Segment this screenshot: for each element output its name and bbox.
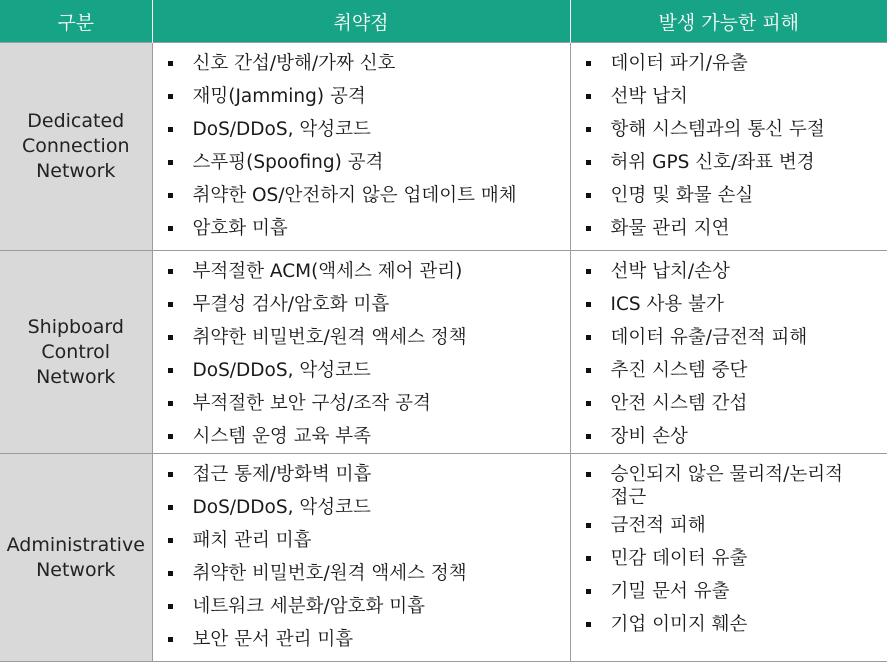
- vulnerability-item-text: 부적절한 ACM(액세스 제어 관리): [193, 261, 463, 282]
- vulnerability-item-text: DoS/DDoS, 악성코드: [193, 360, 371, 381]
- vulnerability-item: [153, 623, 570, 656]
- bullet-icon: [168, 505, 173, 510]
- vulnerability-item-text: 신호 간섭/방해/가짜 신호: [193, 53, 396, 74]
- network-category-cell: [0, 454, 152, 662]
- damage-item-text: 인명 및 화물 손실: [611, 185, 754, 206]
- bullet-icon: [168, 604, 173, 609]
- bullet-icon: [168, 302, 173, 307]
- vulnerability-cell: [152, 454, 570, 662]
- bullet-icon: [586, 193, 591, 198]
- vulnerability-list: [153, 454, 570, 656]
- bullet-icon: [168, 61, 173, 66]
- vulnerability-item: [153, 80, 570, 113]
- vulnerability-item: [153, 113, 570, 146]
- damage-item-text: 장비 손상: [611, 426, 688, 447]
- bullet-icon: [586, 61, 591, 66]
- damage-item-text: 기업 이미지 훼손: [611, 614, 748, 635]
- damage-item: [571, 80, 887, 113]
- damage-item: [571, 354, 887, 387]
- bullet-icon: [586, 94, 591, 99]
- damage-item-text: 금전적 피해: [611, 515, 706, 536]
- damage-item-text: ICS 사용 불가: [611, 294, 724, 315]
- damage-item: [571, 255, 887, 288]
- bullet-icon: [586, 556, 591, 561]
- vulnerability-item-text: 보안 문서 관리 미흡: [193, 629, 354, 650]
- table-row: [0, 43, 887, 251]
- damage-item-text: 선박 납치/손상: [611, 261, 730, 282]
- damage-item-text: 선박 납치: [611, 86, 688, 107]
- damage-item: [571, 113, 887, 146]
- damage-item: [571, 288, 887, 321]
- bullet-icon: [168, 368, 173, 373]
- bullet-icon: [586, 335, 591, 340]
- vulnerability-item: [153, 354, 570, 387]
- damage-item: [571, 420, 887, 453]
- bullet-icon: [586, 622, 591, 627]
- damage-item: [571, 542, 887, 575]
- bullet-icon: [586, 589, 591, 594]
- bullet-icon: [168, 94, 173, 99]
- damage-item: [571, 575, 887, 608]
- vulnerability-item: [153, 179, 570, 212]
- vulnerability-item-text: 스푸핑(Spoofing) 공격: [193, 152, 384, 173]
- damage-item: [571, 212, 887, 245]
- vulnerability-item-text: 암호화 미흡: [193, 218, 288, 239]
- damage-item-text: 항해 시스템과의 통신 두절: [611, 119, 825, 140]
- bullet-icon: [168, 538, 173, 543]
- bullet-icon: [168, 335, 173, 340]
- vulnerability-item-text: 시스템 운영 교육 부족: [193, 426, 371, 447]
- network-category-cell: [0, 251, 152, 454]
- network-category-cell: [0, 43, 152, 251]
- bullet-icon: [168, 401, 173, 406]
- bullet-icon: [586, 269, 591, 274]
- bullet-icon: [586, 434, 591, 439]
- header-damages: 발생 가능한 피해: [570, 0, 887, 43]
- vulnerability-item: [153, 420, 570, 453]
- vulnerability-item: [153, 146, 570, 179]
- vulnerability-item: [153, 524, 570, 557]
- vulnerability-item: [153, 557, 570, 590]
- damage-item-text: 데이터 파기/유출: [611, 53, 748, 74]
- vulnerability-item-text: 취약한 비밀번호/원격 액세스 정책: [193, 563, 467, 584]
- bullet-icon: [168, 637, 173, 642]
- damage-item: [571, 47, 887, 80]
- damage-item: [571, 146, 887, 179]
- vulnerability-item: [153, 321, 570, 354]
- network-category-label: Dedicated Connection Network: [4, 109, 148, 184]
- bullet-icon: [586, 523, 591, 528]
- table-header-row: [0, 0, 887, 43]
- vulnerability-list: [153, 251, 570, 453]
- bullet-icon: [586, 226, 591, 231]
- vulnerability-item-text: 무결성 검사/암호화 미흡: [193, 294, 390, 315]
- network-category-label: Administrative Network: [4, 533, 148, 583]
- vulnerability-item: [153, 212, 570, 245]
- damage-item-text: 허위 GPS 신호/좌표 변경: [611, 152, 815, 173]
- bullet-icon: [586, 368, 591, 373]
- bullet-icon: [168, 160, 173, 165]
- vulnerability-cell: [152, 43, 570, 251]
- bullet-icon: [168, 571, 173, 576]
- damage-list: [571, 251, 887, 453]
- vulnerability-item-text: 접근 통제/방화벽 미흡: [193, 464, 372, 485]
- vulnerability-item: [153, 288, 570, 321]
- vulnerability-item-text: 부적절한 보안 구성/조작 공격: [193, 393, 431, 414]
- damage-item: [571, 509, 887, 542]
- vulnerability-cell: [152, 251, 570, 454]
- damage-cell: [570, 43, 887, 251]
- bullet-icon: [168, 472, 173, 477]
- damage-item-text: 데이터 유출/금전적 피해: [611, 327, 808, 348]
- bullet-icon: [168, 193, 173, 198]
- damage-item: [571, 179, 887, 212]
- vulnerability-item: [153, 387, 570, 420]
- damage-item-text: 화물 관리 지연: [611, 218, 730, 239]
- bullet-icon: [586, 401, 591, 406]
- damage-item-text: 기밀 문서 유출: [611, 581, 730, 602]
- vulnerability-item: [153, 255, 570, 288]
- vulnerability-item-text: 취약한 비밀번호/원격 액세스 정책: [193, 327, 467, 348]
- bullet-icon: [168, 434, 173, 439]
- damage-item: [571, 458, 887, 509]
- vulnerability-item-text: 네트워크 세분화/암호화 미흡: [193, 596, 425, 617]
- vulnerability-item: [153, 47, 570, 80]
- vulnerability-item-text: 패치 관리 미흡: [193, 530, 312, 551]
- vulnerability-item: [153, 491, 570, 524]
- bullet-icon: [586, 160, 591, 165]
- bullet-icon: [168, 269, 173, 274]
- bullet-icon: [586, 127, 591, 132]
- damage-item: [571, 387, 887, 420]
- bullet-icon: [168, 127, 173, 132]
- damage-item: [571, 608, 887, 641]
- damage-item-text: 민감 데이터 유출: [611, 548, 748, 569]
- damage-list: [571, 43, 887, 245]
- vulnerability-item: [153, 590, 570, 623]
- damage-item-text: 승인되지 않은 물리적/논리적 접근: [611, 464, 843, 508]
- vulnerability-list: [153, 43, 570, 245]
- header-vulnerabilities: 취약점: [152, 0, 570, 43]
- damage-list: [571, 454, 887, 641]
- vulnerability-item-text: 취약한 OS/안전하지 않은 업데이트 매체: [193, 185, 517, 206]
- bullet-icon: [586, 472, 591, 477]
- bullet-icon: [168, 226, 173, 231]
- damage-item-text: 추진 시스템 중단: [611, 360, 748, 381]
- vulnerability-item-text: DoS/DDoS, 악성코드: [193, 119, 371, 140]
- table-row: [0, 251, 887, 454]
- header-category: 구분: [0, 0, 152, 43]
- damage-item: [571, 321, 887, 354]
- bullet-icon: [586, 302, 591, 307]
- damage-item-text: 안전 시스템 간섭: [611, 393, 748, 414]
- vulnerability-item-text: 재밍(Jamming) 공격: [193, 86, 366, 107]
- damage-cell: [570, 251, 887, 454]
- vulnerability-item: [153, 458, 570, 491]
- vulnerability-item-text: DoS/DDoS, 악성코드: [193, 497, 371, 518]
- damage-cell: [570, 454, 887, 662]
- table-row: [0, 454, 887, 662]
- network-category-label: Shipboard Control Network: [4, 315, 148, 390]
